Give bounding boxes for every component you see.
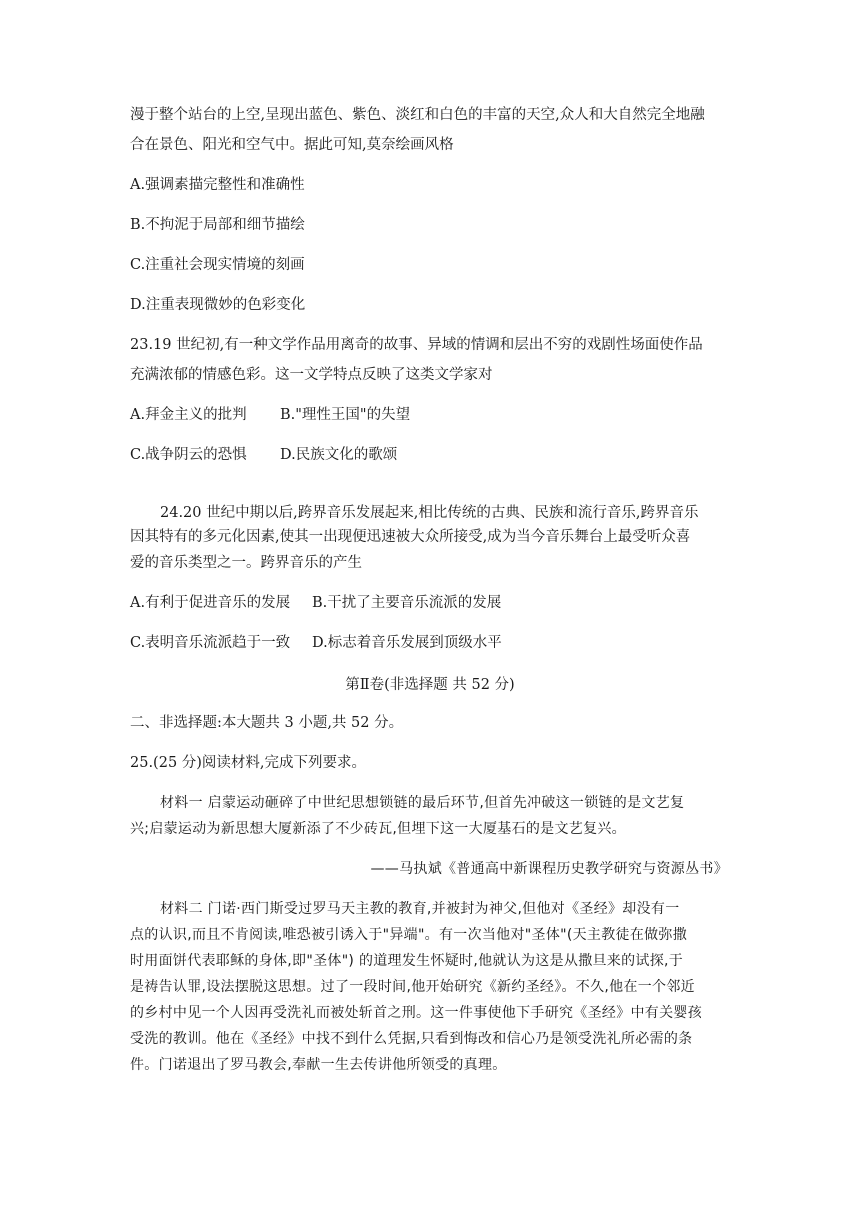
q22-option-b: B.不拘泥于局部和细节描绘: [130, 217, 305, 233]
q25-material2-line-3: 时用面饼代表耶稣的身体,即"圣体") 的道理发生怀疑时,他就认为这是从撒旦来的试探,于: [130, 953, 684, 969]
q22-option-d: D.注重表现微妙的色彩变化: [130, 297, 306, 313]
q24-stem-line-1: 24.20 世纪中期以后,跨界音乐发展起来,相比传统的古典、民族和流行音乐,跨界音乐: [160, 505, 699, 521]
q25-material1-line-1: 材料一 启蒙运动砸碎了中世纪思想锁链的最后环节,但首先冲破这一锁链的是文艺复: [160, 795, 685, 811]
q24-option-a: A.有利于促进音乐的发展: [130, 595, 291, 611]
q24-options-row-1: [130, 592, 730, 614]
q25-intro: 25.(25 分)阅读材料,完成下列要求。: [130, 755, 367, 771]
q23-options-row-2: [130, 444, 730, 466]
q25-material2-line-2: 点的认识,而且不肯阅读,唯恐被引诱入于"异端"。有一次当他对"圣体"(天主教徒在做弥撒: [130, 927, 688, 943]
q24-stem-line-3: 爱的音乐类型之一。跨界音乐的产生: [130, 555, 362, 571]
q25-material2-line-1: 材料二 门诺·西门斯受过罗马天主教的教育,并被封为神父,但他对《圣经》却没有一: [160, 901, 680, 917]
q25-material2-line-4: 是祷告认罪,设法摆脱这思想。过了一段时间,他开始研究《新约圣经》。不久,他在一个邻近: [130, 979, 695, 995]
q25-material2-line-5: 的乡村中见一个人因再受洗礼而被处斩首之刑。这一件事使他下手研究《圣经》中有关婴孩: [130, 1005, 702, 1021]
section2-heading: 二、非选择题:本大题共 3 小题,共 52 分。: [130, 715, 404, 731]
q22-stem-line-2: 合在景色、阳光和空气中。据此可知,莫奈绘画风格: [130, 137, 454, 153]
q24-options-row-2: [130, 632, 730, 654]
q23-stem-line-1: 23.19 世纪初,有一种文学作品用离奇的故事、异域的情调和层出不穷的戏剧性场面使作品: [130, 337, 703, 353]
q24-option-d: D.标志着音乐发展到顶级水平: [312, 635, 502, 651]
q25-material1-line-2: 兴;启蒙运动为新思想大厦新添了不少砖瓦,但埋下这一大厦基石的是文艺复兴。: [130, 821, 626, 837]
q23-option-d: D.民族文化的歌颂: [280, 447, 398, 463]
q23-option-b: B."理性王国"的失望: [280, 407, 411, 423]
q24-option-c: C.表明音乐流派趋于一致: [130, 635, 291, 651]
q23-option-c: C.战争阴云的恐惧: [130, 447, 247, 463]
q25-material2-line-7: 件。门诺退出了罗马教会,奉献一生去传讲他所领受的真理。: [130, 1057, 507, 1073]
section2-title: 第Ⅱ卷(非选择题 共 52 分): [345, 677, 515, 693]
q23-stem-line-2: 充满浓郁的情感色彩。这一文学特点反映了这类文学家对: [130, 367, 493, 383]
q24-stem-line-2: 因其特有的多元化因素,使其一出现便迅速被大众所接受,成为当今音乐舞台上最受听众喜: [130, 529, 691, 545]
q22-option-a: A.强调素描完整性和准确性: [130, 177, 305, 193]
q24-option-b: B.干扰了主要音乐流派的发展: [312, 595, 502, 611]
q23-option-a: A.拜金主义的批判: [130, 407, 247, 423]
q25-material2-line-6: 受洗的教训。他在《圣经》中找不到什么凭据,只看到悔改和信心乃是领受洗礼所必需的条: [130, 1031, 693, 1047]
q23-options-row-1: [130, 404, 730, 426]
q22-stem-line-1: 漫于整个站台的上空,呈现出蓝色、紫色、淡红和白色的丰富的天空,众人和大自然完全地融: [130, 107, 705, 123]
q22-option-c: C.注重社会现实情境的刻画: [130, 257, 305, 273]
q25-material1-source: ——马执斌《普通高中新课程历史教学研究与资源丛书》: [370, 861, 728, 877]
